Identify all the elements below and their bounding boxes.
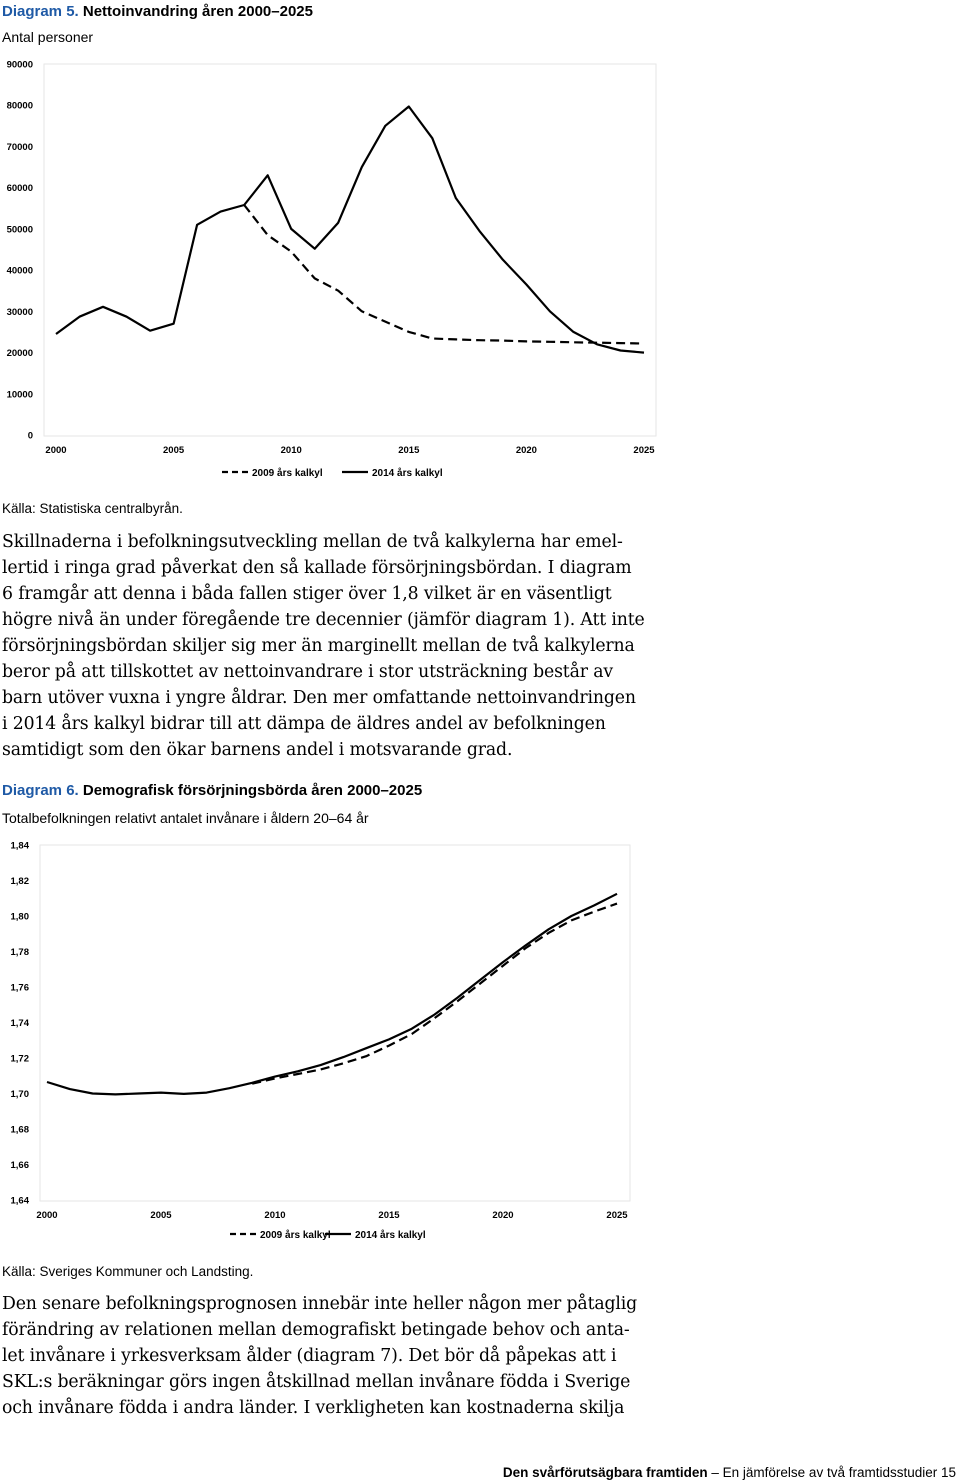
text-line: beror på att tillskottet av nettoinvandrare i stor utsträckning består av [2, 662, 613, 682]
x-tick-label: 2010 [280, 445, 302, 456]
y-tick-label: 1,66 [10, 1160, 29, 1171]
y-tick-label: 30000 [6, 306, 33, 318]
diagram6-title [2, 782, 422, 799]
diagram6-subtitle: Totalbefolkningen relativt antalet invånare i åldern 20–64 år [2, 810, 369, 826]
y-tick-label: 20000 [6, 348, 33, 360]
y-tick-label: 1,68 [10, 1124, 29, 1136]
y-tick-label: 1,64 [10, 1195, 29, 1207]
x-tick-label: 2020 [492, 1210, 514, 1221]
y-tick-label: 1,74 [10, 1018, 29, 1029]
plot-area [44, 64, 656, 436]
legend-label: 2014 års kalkyl [372, 468, 443, 479]
text-line: i 2014 års kalkyl bidrar till att dämpa de äldres andel av befolkningen [2, 714, 606, 734]
series-line-2014 [47, 894, 617, 1095]
diagram6-label: Diagram 6. [2, 782, 79, 799]
text-line: lertid i ringa grad påverkat den så kallade försörjningsbördan. I diagram [2, 558, 632, 578]
text-line: let invånare i yrkesverksam ålder (diagram 7). Det bör då påpekas att i [2, 1346, 617, 1366]
diagram5-subtitle: Antal personer [2, 29, 94, 45]
y-tick-label: 50000 [6, 224, 33, 236]
y-tick-label: 70000 [6, 141, 33, 153]
diagram6-title-text: Demografisk försörjningsbörda åren 2000–2025 [82, 782, 423, 799]
y-tick-label: 0 [27, 430, 33, 442]
text-line: samtidigt som den ökar barnens andel i motsvarande grad. [2, 740, 513, 760]
footer-rest: – En jämförelse av två framtidsstudier 15 [707, 1465, 956, 1480]
diagram6-source: Källa: Sveriges Kommuner och Landsting. [2, 1264, 254, 1279]
y-tick-label: 1,84 [10, 840, 29, 852]
y-tick-label: 1,80 [10, 911, 29, 923]
diagram5-label: Diagram 5. [2, 3, 79, 20]
y-tick-label: 1,82 [10, 876, 29, 887]
x-tick-label: 2000 [36, 1210, 58, 1221]
series-line-2009 [252, 904, 617, 1084]
series-line-2009 [244, 205, 644, 344]
x-tick-label: 2005 [150, 1210, 172, 1221]
text-line: högre nivå än under föregående tre decennier (jämför diagram 1). Att inte [2, 610, 645, 630]
diagram5-source: Källa: Statistiska centralbyrån. [2, 501, 183, 516]
text-line: förändring av relationen mellan demografiskt betingade behov och anta- [2, 1320, 630, 1340]
paragraph-1 [2, 532, 952, 772]
y-tick-label: 80000 [6, 100, 33, 112]
y-tick-label: 10000 [6, 389, 33, 401]
x-tick-label: 2015 [398, 445, 420, 456]
y-tick-label: 60000 [6, 183, 33, 195]
text-line: barn utöver vuxna i yngre åldrar. Den mer omfattande nettoinvandringen [2, 688, 636, 708]
x-tick-label: 2020 [515, 445, 537, 456]
x-tick-label: 2025 [606, 1210, 628, 1221]
page-footer [503, 1465, 956, 1480]
y-tick-label: 1,70 [10, 1089, 29, 1100]
chart-nettoinvandring [0, 50, 680, 490]
chart-forsorjningsborda [0, 832, 680, 1252]
y-tick-label: 1,72 [10, 1053, 29, 1065]
text-line: 6 framgår att denna i båda fallen stiger över 1,8 vilket är en väsentligt [2, 584, 612, 604]
legend-label: 2014 års kalkyl [355, 1230, 426, 1241]
text-line: försörjningsbördan skiljer sig mer än marginellt mellan de två kalkylerna [2, 636, 635, 656]
y-tick-label: 90000 [6, 59, 33, 71]
x-tick-label: 2025 [633, 445, 655, 456]
legend-label: 2009 års kalkyl [260, 1230, 331, 1241]
y-tick-label: 1,78 [10, 947, 29, 958]
plot-area [40, 845, 630, 1201]
x-tick-label: 2015 [378, 1210, 400, 1221]
paragraph-2 [2, 1294, 952, 1434]
x-tick-label: 2000 [45, 445, 67, 456]
x-tick-label: 2005 [163, 445, 185, 456]
y-tick-label: 40000 [6, 265, 33, 277]
diagram5-title [2, 3, 313, 20]
text-line: och invånare födda i andra länder. I verkligheten kan kostnaderna skilja [2, 1398, 625, 1418]
legend-label: 2009 års kalkyl [252, 468, 323, 479]
y-tick-label: 1,76 [10, 982, 29, 994]
text-line: Skillnaderna i befolkningsutveckling mellan de två kalkylerna har emel- [2, 532, 623, 552]
text-line: Den senare befolkningsprognosen innebär inte heller någon mer påtaglig [2, 1294, 638, 1314]
footer-title: Den svårförutsägbara framtiden [502, 1465, 708, 1480]
text-line: SKL:s beräkningar görs ingen åtskillnad mellan invånare födda i Sverige [2, 1372, 631, 1392]
diagram5-title-text: Nettoinvandring åren 2000–2025 [82, 3, 313, 20]
series-line-2014 [56, 107, 644, 353]
x-tick-label: 2010 [264, 1210, 286, 1221]
